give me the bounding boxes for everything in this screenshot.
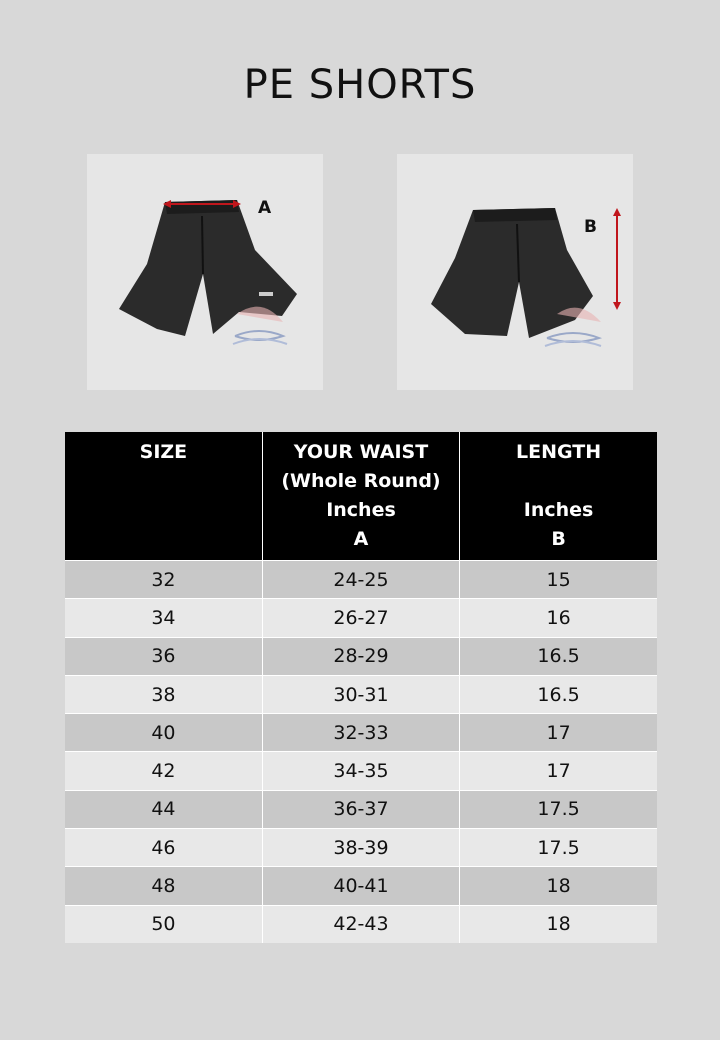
- table-row: [65, 714, 657, 752]
- cell-waist: 30-31: [262, 675, 459, 713]
- cell-length: 17.5: [460, 790, 657, 828]
- cell-size: 36: [65, 637, 262, 675]
- back-shorts-image: [397, 154, 633, 390]
- cell-length: 18: [460, 905, 657, 943]
- cell-waist: 34-35: [262, 752, 459, 790]
- header-line: A: [353, 528, 369, 550]
- cell-size: 32: [65, 561, 262, 599]
- cell-length: 16.5: [460, 675, 657, 713]
- cell-size: 38: [65, 675, 262, 713]
- table-row: [65, 790, 657, 828]
- cell-size: 50: [65, 905, 262, 943]
- measure-label-b: B: [584, 217, 597, 237]
- cell-length: 18: [460, 867, 657, 905]
- cell-waist: 40-41: [262, 867, 459, 905]
- front-shorts-image: [87, 154, 323, 390]
- cell-waist: 32-33: [262, 714, 459, 752]
- header-line: B: [551, 528, 566, 550]
- header-line: Inches: [523, 499, 594, 521]
- cell-length: 17: [460, 714, 657, 752]
- cell-waist: 36-37: [262, 790, 459, 828]
- page-title: PE SHORTS: [243, 62, 477, 108]
- header-line: SIZE: [139, 441, 188, 463]
- cell-size: 48: [65, 867, 262, 905]
- table-row: [65, 561, 657, 599]
- cell-waist: 28-29: [262, 637, 459, 675]
- table-row: [65, 675, 657, 713]
- front-shorts-illustration: [87, 154, 323, 390]
- cell-size: 46: [65, 829, 262, 867]
- header-length: [460, 432, 657, 561]
- table-row: [65, 905, 657, 943]
- back-shorts-illustration: [397, 154, 633, 390]
- cell-waist: 42-43: [262, 905, 459, 943]
- table-row: [65, 637, 657, 675]
- cell-length: 16: [460, 599, 657, 637]
- cell-waist: 38-39: [262, 829, 459, 867]
- header-line: (Whole Round): [281, 470, 441, 492]
- cell-size: 42: [65, 752, 262, 790]
- header-line: Inches: [326, 499, 396, 521]
- cell-length: 16.5: [460, 637, 657, 675]
- cell-length: 17: [460, 752, 657, 790]
- table-row: [65, 829, 657, 867]
- header-spacer: [464, 467, 653, 496]
- table-row: [65, 867, 657, 905]
- cell-size: 34: [65, 599, 262, 637]
- header-waist: [262, 432, 459, 561]
- table-row: [65, 752, 657, 790]
- cell-length: 15: [460, 561, 657, 599]
- header-line: LENGTH: [516, 441, 602, 463]
- header-line: YOUR WAIST: [293, 441, 429, 463]
- cell-waist: 24-25: [262, 561, 459, 599]
- cell-size: 40: [65, 714, 262, 752]
- cell-size: 44: [65, 790, 262, 828]
- header-size: [65, 432, 262, 561]
- table-row: [65, 599, 657, 637]
- size-chart-table: [65, 432, 657, 943]
- table-header-row: [65, 432, 657, 561]
- cell-waist: 26-27: [262, 599, 459, 637]
- cell-length: 17.5: [460, 829, 657, 867]
- measure-label-a: A: [258, 198, 272, 218]
